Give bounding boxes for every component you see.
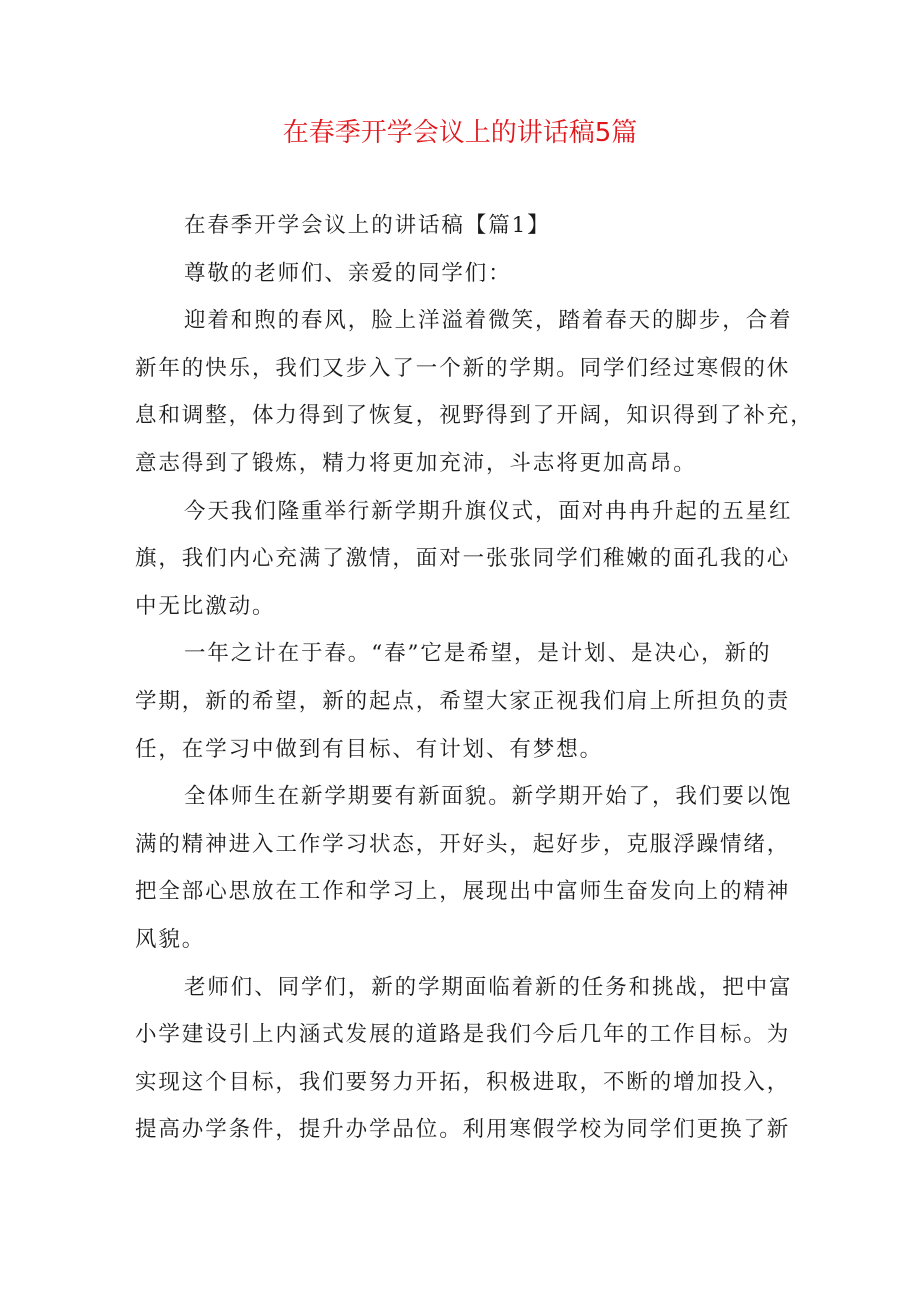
text-line: 今天我们隆重举行新学期升旗仪式，面对冉冉升起的五星红 <box>184 498 793 524</box>
text-line: 意志得到了锻炼，精力将更加充沛，斗志将更加高昂。 <box>135 450 697 476</box>
text-line: 提高办学条件，提升办学品位。利用寒假学校为同学们更换了新 <box>135 1117 791 1143</box>
text-line: 旗，我们内心充满了激情，面对一张张同学们稚嫩的面孔我的心 <box>135 546 791 572</box>
text-line: 全体师生在新学期要有新面貌。新学期开始了，我们要以饱 <box>184 784 793 810</box>
text-line: 任，在学习中做到有目标、有计划、有梦想。 <box>135 736 604 762</box>
text-line: 迎着和煦的春风，脸上洋溢着微笑，踏着春天的脚步，合着 <box>184 308 793 334</box>
text-line: 中无比激动。 <box>135 593 276 619</box>
text-line: 息和调整，体力得到了恢复，视野得到了开阔，知识得到了补充， <box>135 403 814 429</box>
document-body <box>135 202 815 1154</box>
text-line: 把全部心思放在工作和学习上，展现出中富师生奋发向上的精神 <box>135 879 791 905</box>
text-line: 实现这个目标，我们要努力开拓，积极进取，不断的增加投入， <box>135 1069 791 1095</box>
text-line: 老师们、同学们，新的学期面临着新的任务和挑战，把中富 <box>184 974 793 1000</box>
text-line: 小学建设引上内涵式发展的道路是我们今后几年的工作目标。为 <box>135 1022 791 1048</box>
text-line: 在春季开学会议上的讲话稿【篇1】 <box>184 213 551 238</box>
text-line: 风貌。 <box>135 926 206 952</box>
text-line: 满的精神进入工作学习状态，开好头，起好步，克服浮躁情绪， <box>135 831 791 857</box>
document-title: 在春季开学会议上的讲话稿5篇 <box>282 118 638 148</box>
text-line: 新年的快乐，我们又步入了一个新的学期。同学们经过寒假的休 <box>135 355 791 381</box>
text-line: 一年之计在于春。“春”它是希望，是计划、是决心，新的 <box>184 641 772 667</box>
text-line: 尊敬的老师们、亲爱的同学们： <box>184 260 512 286</box>
text-line: 学期，新的希望，新的起点，希望大家正视我们肩上所担负的责 <box>135 688 791 714</box>
